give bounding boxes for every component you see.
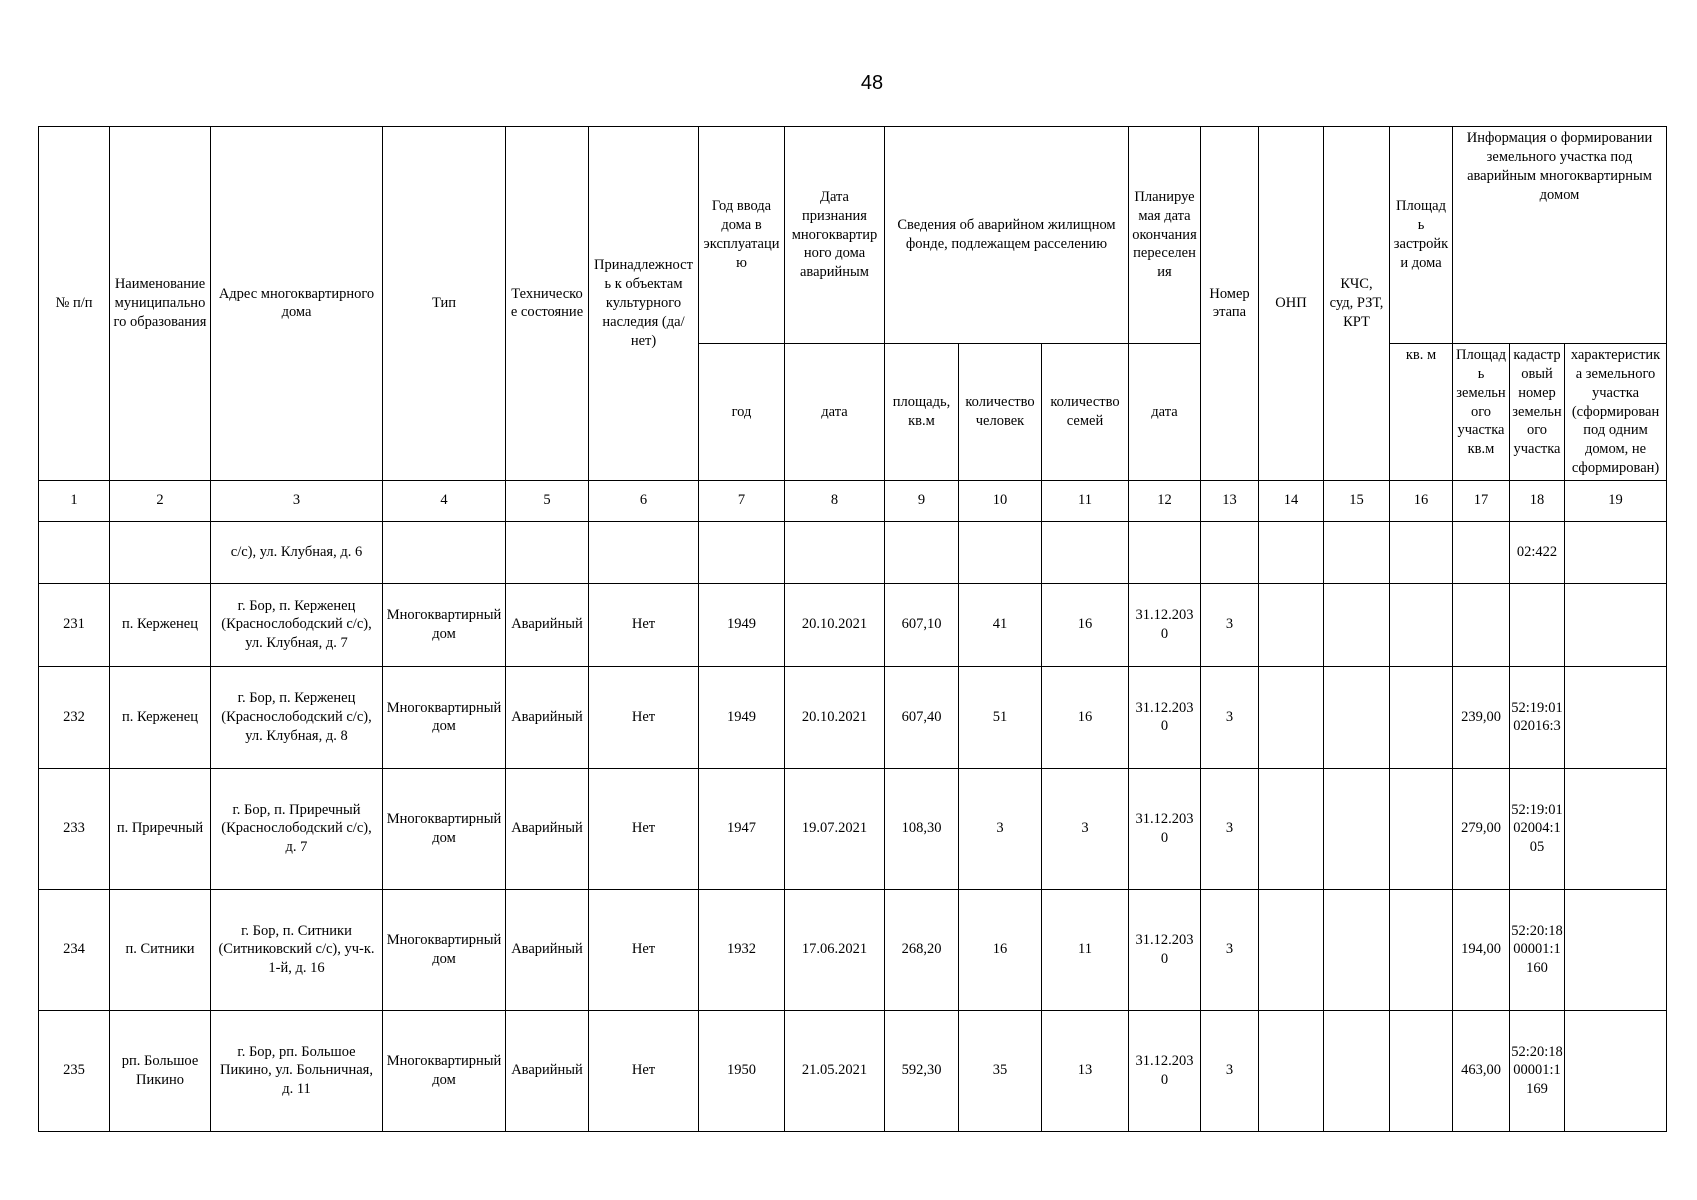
header-planned-date-sub: дата — [1129, 344, 1201, 481]
cell-number: 234 — [39, 889, 110, 1010]
cell-onp — [1259, 666, 1324, 768]
cell-state — [506, 521, 589, 583]
column-number: 11 — [1042, 480, 1129, 521]
header-people: количество человек — [959, 344, 1042, 481]
cell-families: 16 — [1042, 666, 1129, 768]
cell-number — [39, 521, 110, 583]
header-year-sub: год — [699, 344, 785, 481]
cell-kchs — [1324, 1010, 1390, 1131]
header-technical-state: Техническое состояние — [506, 127, 589, 481]
cell-state: Аварийный — [506, 889, 589, 1010]
cell-stage — [1201, 521, 1259, 583]
table-row — [39, 666, 1667, 768]
column-number: 15 — [1324, 480, 1390, 521]
cell-area: 607,40 — [885, 666, 959, 768]
cell-building-area — [1390, 889, 1453, 1010]
cell-municipality: рп. Большое Пикино — [110, 1010, 211, 1131]
cell-cadastral: 52:20:1800001:1160 — [1510, 889, 1565, 1010]
cell-land-characteristic — [1565, 768, 1667, 889]
column-number: 16 — [1390, 480, 1453, 521]
cell-area — [885, 521, 959, 583]
header-row — [39, 127, 1667, 344]
cell-address: г. Бор, п. Приречный (Краснослободский с/с), д. 7 — [211, 768, 383, 889]
cell-municipality: п. Приречный — [110, 768, 211, 889]
cell-address: г. Бор, п. Керженец (Краснослободский с/с), ул. Клубная, д. 8 — [211, 666, 383, 768]
cell-plan-date: 31.12.2030 — [1129, 666, 1201, 768]
cell-type: Многоквартирный дом — [383, 666, 506, 768]
cell-land-area: 463,00 — [1453, 1010, 1510, 1131]
header-kchs: КЧС, суд, РЗТ, КРТ — [1324, 127, 1390, 481]
cell-people: 35 — [959, 1010, 1042, 1131]
header-type: Тип — [383, 127, 506, 481]
header-area: площадь, кв.м — [885, 344, 959, 481]
cell-date: 19.07.2021 — [785, 768, 885, 889]
column-number: 9 — [885, 480, 959, 521]
cell-plan-date: 31.12.2030 — [1129, 583, 1201, 666]
cell-area: 108,30 — [885, 768, 959, 889]
cell-cadastral: 52:20:1800001:1169 — [1510, 1010, 1565, 1131]
column-number: 10 — [959, 480, 1042, 521]
table-row — [39, 768, 1667, 889]
cell-cadastral: 52:19:0102004:105 — [1510, 768, 1565, 889]
column-number: 13 — [1201, 480, 1259, 521]
cell-onp — [1259, 768, 1324, 889]
cell-land-characteristic — [1565, 889, 1667, 1010]
cell-heritage: Нет — [589, 583, 699, 666]
cell-cadastral: 52:19:0102016:3 — [1510, 666, 1565, 768]
cell-kchs — [1324, 889, 1390, 1010]
column-number: 2 — [110, 480, 211, 521]
header-cadastral: кадастровый номер земельного участка — [1510, 344, 1565, 481]
column-number: 17 — [1453, 480, 1510, 521]
cell-onp — [1259, 583, 1324, 666]
cell-number: 233 — [39, 768, 110, 889]
cell-year: 1932 — [699, 889, 785, 1010]
column-number: 19 — [1565, 480, 1667, 521]
cell-plan-date: 31.12.2030 — [1129, 1010, 1201, 1131]
cell-state: Аварийный — [506, 666, 589, 768]
cell-type: Многоквартирный дом — [383, 768, 506, 889]
cell-families: 16 — [1042, 583, 1129, 666]
cell-onp — [1259, 889, 1324, 1010]
cell-state: Аварийный — [506, 583, 589, 666]
table-row — [39, 1010, 1667, 1131]
cell-municipality: п. Керженец — [110, 666, 211, 768]
cell-plan-date — [1129, 521, 1201, 583]
header-building-area-sub: кв. м — [1390, 344, 1453, 481]
cell-state: Аварийный — [506, 1010, 589, 1131]
cell-heritage — [589, 521, 699, 583]
column-number: 1 — [39, 480, 110, 521]
column-number: 5 — [506, 480, 589, 521]
cell-type — [383, 521, 506, 583]
cell-kchs — [1324, 768, 1390, 889]
cell-cadastral: 02:422 — [1510, 521, 1565, 583]
cell-land-area: 194,00 — [1453, 889, 1510, 1010]
cell-families: 13 — [1042, 1010, 1129, 1131]
table-row — [39, 889, 1667, 1010]
header-number: № п/п — [39, 127, 110, 481]
cell-heritage: Нет — [589, 889, 699, 1010]
cell-stage: 3 — [1201, 666, 1259, 768]
cell-date: 17.06.2021 — [785, 889, 885, 1010]
cell-families: 3 — [1042, 768, 1129, 889]
cell-land-area — [1453, 521, 1510, 583]
cell-building-area — [1390, 1010, 1453, 1131]
cell-year — [699, 521, 785, 583]
cell-municipality — [110, 521, 211, 583]
cell-state: Аварийный — [506, 768, 589, 889]
cell-land-area: 279,00 — [1453, 768, 1510, 889]
header-recognition-date: Дата признания многоквартирного дома аварийным — [785, 127, 885, 344]
cell-people: 16 — [959, 889, 1042, 1010]
cell-heritage: Нет — [589, 666, 699, 768]
cell-people: 51 — [959, 666, 1042, 768]
cell-area: 607,10 — [885, 583, 959, 666]
cell-date: 20.10.2021 — [785, 666, 885, 768]
cell-year: 1947 — [699, 768, 785, 889]
table-row — [39, 583, 1667, 666]
header-land-area — [1453, 344, 1510, 481]
cell-kchs — [1324, 521, 1390, 583]
page-number: 48 — [860, 72, 884, 94]
cell-plan-date: 31.12.2030 — [1129, 889, 1201, 1010]
cell-building-area — [1390, 666, 1453, 768]
cell-kchs — [1324, 583, 1390, 666]
header-land-characteristic: характеристика земельного участка (сформирован под одним домом, не сформирован) — [1565, 344, 1667, 481]
column-number: 18 — [1510, 480, 1565, 521]
cell-land-characteristic — [1565, 666, 1667, 768]
column-number: 3 — [211, 480, 383, 521]
cell-municipality: п. Керженец — [110, 583, 211, 666]
cell-land-characteristic — [1565, 1010, 1667, 1131]
header-heritage: Принадлежность к объектам культурного наследия (да/нет) — [589, 127, 699, 481]
cell-type: Многоквартирный дом — [383, 583, 506, 666]
cell-area: 592,30 — [885, 1010, 959, 1131]
cell-people: 3 — [959, 768, 1042, 889]
cell-number: 232 — [39, 666, 110, 768]
header-stage: Номер этапа — [1201, 127, 1259, 481]
cell-year: 1949 — [699, 583, 785, 666]
header-address: Адрес многоквартирного дома — [211, 127, 383, 481]
cell-address: г. Бор, п. Керженец (Краснослободский с/с), ул. Клубная, д. 7 — [211, 583, 383, 666]
cell-type: Многоквартирный дом — [383, 889, 506, 1010]
cell-building-area — [1390, 521, 1453, 583]
header-date-sub: дата — [785, 344, 885, 481]
header-land-area-unit: кв.м — [1467, 441, 1495, 458]
header-planned-date: Планируемая дата окончания переселения — [1129, 127, 1201, 344]
column-number: 8 — [785, 480, 885, 521]
cell-people — [959, 521, 1042, 583]
cell-date — [785, 521, 885, 583]
cell-building-area — [1390, 583, 1453, 666]
table-row — [39, 521, 1667, 583]
cell-land-area — [1453, 583, 1510, 666]
header-land-info: Информация о формировании земельного участка под аварийным многоквартирным домом — [1453, 127, 1667, 344]
cell-building-area — [1390, 768, 1453, 889]
cell-families: 11 — [1042, 889, 1129, 1010]
header-land-area-label: Площадь земельного участка — [1456, 347, 1506, 439]
cell-onp — [1259, 1010, 1324, 1131]
column-number: 4 — [383, 480, 506, 521]
cell-municipality: п. Ситники — [110, 889, 211, 1010]
cell-kchs — [1324, 666, 1390, 768]
cell-families — [1042, 521, 1129, 583]
cell-address: с/с), ул. Клубная, д. 6 — [211, 521, 383, 583]
column-number: 12 — [1129, 480, 1201, 521]
cell-date: 20.10.2021 — [785, 583, 885, 666]
cell-land-characteristic — [1565, 521, 1667, 583]
cell-cadastral — [1510, 583, 1565, 666]
column-number: 7 — [699, 480, 785, 521]
cell-land-characteristic — [1565, 583, 1667, 666]
cell-year: 1950 — [699, 1010, 785, 1131]
cell-stage: 3 — [1201, 768, 1259, 889]
cell-stage: 3 — [1201, 889, 1259, 1010]
cell-year: 1949 — [699, 666, 785, 768]
column-number: 6 — [589, 480, 699, 521]
cell-stage: 3 — [1201, 1010, 1259, 1131]
cell-area: 268,20 — [885, 889, 959, 1010]
header-families: количество семей — [1042, 344, 1129, 481]
cell-people: 41 — [959, 583, 1042, 666]
header-building-area: Площадь застройки дома — [1390, 127, 1453, 344]
cell-plan-date: 31.12.2030 — [1129, 768, 1201, 889]
column-number: 14 — [1259, 480, 1324, 521]
header-municipality: Наименование муниципального образования — [110, 127, 211, 481]
cell-stage: 3 — [1201, 583, 1259, 666]
cell-number: 231 — [39, 583, 110, 666]
cell-date: 21.05.2021 — [785, 1010, 885, 1131]
column-number-row — [39, 480, 1667, 521]
header-onp: ОНП — [1259, 127, 1324, 481]
emergency-housing-table — [38, 126, 1667, 1132]
cell-address: г. Бор, п. Ситники (Ситниковский с/с), уч-к. 1-й, д. 16 — [211, 889, 383, 1010]
header-year: Год ввода дома в эксплуатацию — [699, 127, 785, 344]
cell-land-area: 239,00 — [1453, 666, 1510, 768]
cell-address: г. Бор, рп. Большое Пикино, ул. Больничная, д. 11 — [211, 1010, 383, 1131]
cell-type: Многоквартирный дом — [383, 1010, 506, 1131]
cell-number: 235 — [39, 1010, 110, 1131]
cell-heritage: Нет — [589, 1010, 699, 1131]
cell-heritage: Нет — [589, 768, 699, 889]
header-housing-fund: Сведения об аварийном жилищном фонде, подлежащем расселению — [885, 127, 1129, 344]
cell-onp — [1259, 521, 1324, 583]
